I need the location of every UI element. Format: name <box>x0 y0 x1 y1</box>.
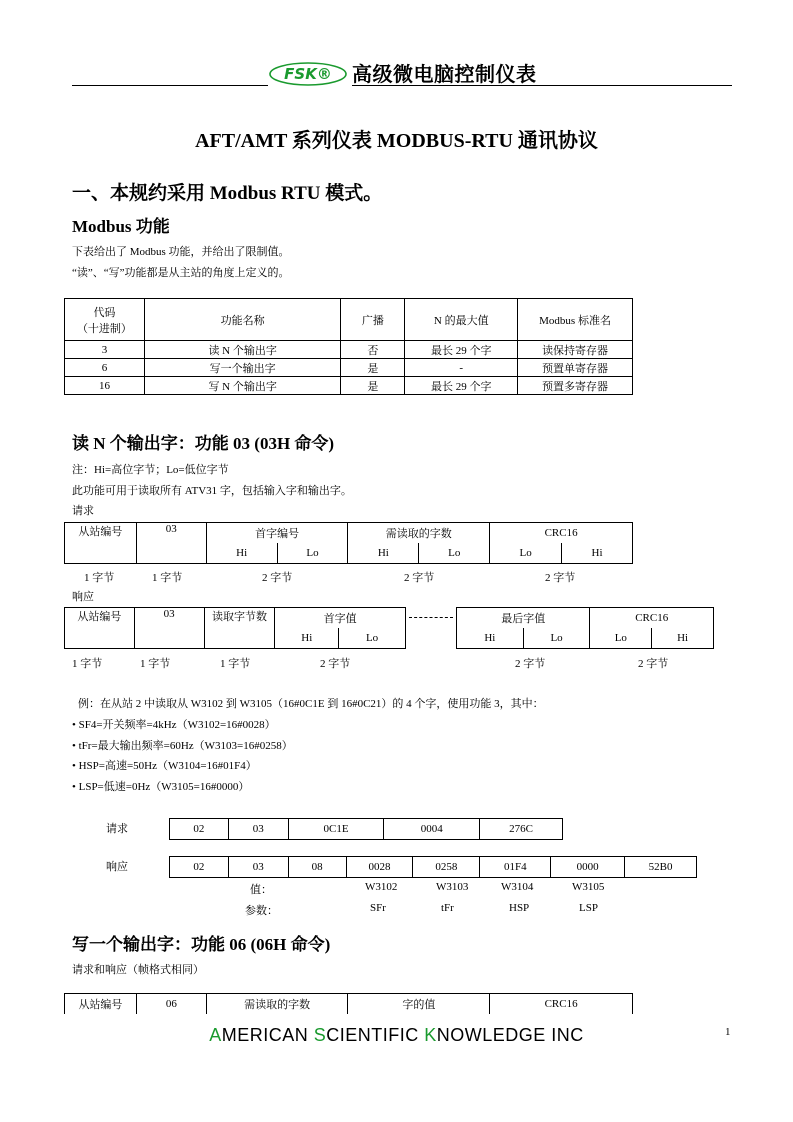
table-header-row <box>65 299 633 341</box>
table-cell: 16 <box>65 377 145 395</box>
frame-sub-hi: Hi <box>652 628 714 649</box>
fsk-logo <box>268 60 350 88</box>
frame-sub-lo: Lo <box>339 628 406 649</box>
table-cell: 是 <box>341 377 405 395</box>
param-label: 参数： <box>245 905 278 917</box>
param-cell: HSP <box>509 902 530 914</box>
table-cell: 写 N 个输出字 <box>144 377 341 395</box>
frame-sub-lo: Lo <box>490 543 562 564</box>
example-byte: 0028 <box>346 857 413 878</box>
byte-count: 2 字节 <box>515 658 546 670</box>
value-label: 值： <box>250 884 272 896</box>
example-response-frame <box>169 856 697 878</box>
table-cell: 3 <box>65 341 145 359</box>
frame-cell-last-value: 最后字值 <box>457 608 590 629</box>
frame-cell-function: 06 <box>136 994 206 1015</box>
frame-cell-byte-count: 读取字节数 <box>204 608 275 649</box>
byte-count: 1 字节 <box>140 658 171 670</box>
section2-note: 注：Hi=高位字节；Lo=低位字节 <box>72 464 229 476</box>
param-cell: tFr <box>441 902 454 914</box>
example-byte: 276C <box>480 819 563 840</box>
section1-heading: 一、本规约采用 Modbus RTU 模式。 <box>72 183 383 204</box>
param-cell: SFr <box>370 902 386 914</box>
frame-cell-slave: 从站编号 <box>65 608 135 649</box>
example-byte: 0258 <box>413 857 480 878</box>
frame-sub-hi: Hi <box>562 543 633 564</box>
response-frame-end <box>456 607 714 649</box>
frame-sub-lo: Lo <box>523 628 590 649</box>
example-byte: 0C1E <box>288 819 384 840</box>
example-response-label: 响应 <box>106 861 128 873</box>
frame-sub-lo: Lo <box>277 543 348 564</box>
section3-description: 请求和响应（帧格式相同） <box>72 964 204 976</box>
frame-sub-lo: Lo <box>419 543 490 564</box>
frame-cell-first-word: 首字编号 <box>206 523 348 544</box>
example-byte: 02 <box>170 819 229 840</box>
frame-continuation-dashes <box>409 617 453 618</box>
frame-cell-word-count: 需读取的字数 <box>348 523 490 544</box>
example-request-label: 请求 <box>106 823 128 835</box>
example-bullet: • tFr=最大输出频率=60Hz（W3103=16#0258） <box>72 740 293 752</box>
table-cell: 读 N 个输出字 <box>144 341 341 359</box>
table-row <box>65 359 633 377</box>
frame-cell-first-value: 首字值 <box>275 608 406 629</box>
frame-sub-hi: Hi <box>206 543 277 564</box>
frame-cell-function: 03 <box>136 523 206 564</box>
example-bullet: • SF4=开关频率=4kHz（W3102=16#0028） <box>72 719 276 731</box>
document-title: AFT/AMT 系列仪表 MODBUS-RTU 通讯协议 <box>195 130 598 152</box>
header-function-name: 功能名称 <box>144 299 341 341</box>
frame-sub-lo: Lo <box>590 628 652 649</box>
logo-text: FSK® <box>284 65 332 83</box>
frame-cell-crc: CRC16 <box>490 523 633 544</box>
table-cell: - <box>405 359 518 377</box>
table-cell: 否 <box>341 341 405 359</box>
page-number: 1 <box>725 1026 731 1038</box>
example-byte: 0004 <box>384 819 480 840</box>
section1-subheading: Modbus 功能 <box>72 217 170 236</box>
frame-cell-function: 03 <box>134 608 204 649</box>
section3-heading: 写一个输出字：功能 06 (06H 命令) <box>72 935 331 954</box>
table-cell: 写一个输出字 <box>144 359 341 377</box>
example-byte: 03 <box>228 819 288 840</box>
table-row <box>65 341 633 359</box>
byte-count: 2 字节 <box>404 572 435 584</box>
example-byte: 03 <box>228 857 288 878</box>
byte-count: 2 字节 <box>320 658 351 670</box>
byte-count: 1 字节 <box>84 572 115 584</box>
footer-company: AMERICAN SCIENTIFIC KNOWLEDGE INC <box>209 1025 584 1045</box>
response-frame-start <box>64 607 406 649</box>
frame-cell-slave: 从站编号 <box>65 523 137 564</box>
section2-heading: 读 N 个输出字：功能 03 (03H 命令) <box>72 434 335 453</box>
write-frame <box>64 993 633 1014</box>
table-cell: 是 <box>341 359 405 377</box>
frame-sub-hi: Hi <box>275 628 339 649</box>
frame-cell-crc: CRC16 <box>590 608 714 629</box>
frame-sub-hi: Hi <box>348 543 419 564</box>
frame-cell-word-value: 字的值 <box>348 994 490 1015</box>
example-byte: 02 <box>170 857 229 878</box>
byte-count: 1 字节 <box>152 572 183 584</box>
function-table <box>64 298 633 395</box>
example-bullet: • LSP=低速=0Hz（W3105=16#0000） <box>72 781 250 793</box>
table-cell: 预置多寄存器 <box>518 377 633 395</box>
example-byte: 0000 <box>551 857 625 878</box>
frame-cell-word-count: 需读取的字数 <box>206 994 348 1015</box>
example-request-frame <box>169 818 563 840</box>
table-row <box>65 377 633 395</box>
response-label: 响应 <box>72 591 94 603</box>
table-cell: 最长 29 个字 <box>405 377 518 395</box>
header-n-max: N 的最大值 <box>405 299 518 341</box>
value-cell: W3102 <box>365 881 398 893</box>
example-byte: 08 <box>288 857 346 878</box>
section1-paragraph-2: “读”、“写”功能都是从主站的角度上定义的。 <box>72 267 290 279</box>
table-cell: 预置单寄存器 <box>518 359 633 377</box>
table-cell: 6 <box>65 359 145 377</box>
example-intro: 例：在从站 2 中读取从 W3102 到 W3105（16#0C1E 到 16#0C21）的 4 个字，使用功能 3，其中： <box>78 698 544 710</box>
byte-count: 1 字节 <box>72 658 103 670</box>
frame-cell-slave: 从站编号 <box>65 994 137 1015</box>
table-cell: 读保持寄存器 <box>518 341 633 359</box>
value-cell: W3105 <box>572 881 605 893</box>
header-broadcast: 广播 <box>341 299 405 341</box>
header-code: 代码 （十进制） <box>65 299 145 341</box>
brand-title: 高级微电脑控制仪表 <box>352 62 537 86</box>
table-cell: 最长 29 个字 <box>405 341 518 359</box>
request-frame <box>64 522 633 564</box>
value-cell: W3103 <box>436 881 469 893</box>
section2-description: 此功能可用于读取所有 ATV31 字，包括输入字和输出字。 <box>72 485 352 497</box>
example-byte: 52B0 <box>625 857 697 878</box>
example-byte: 01F4 <box>480 857 551 878</box>
byte-count: 1 字节 <box>220 658 251 670</box>
byte-count: 2 字节 <box>545 572 576 584</box>
section1-paragraph-1: 下表给出了 Modbus 功能，并给出了限制值。 <box>72 246 290 258</box>
frame-cell-crc: CRC16 <box>490 994 633 1015</box>
byte-count: 2 字节 <box>262 572 293 584</box>
byte-count: 2 字节 <box>638 658 669 670</box>
value-cell: W3104 <box>501 881 534 893</box>
param-cell: LSP <box>579 902 598 914</box>
header-rule-left <box>72 85 268 86</box>
header-modbus-name: Modbus 标准名 <box>518 299 633 341</box>
frame-sub-hi: Hi <box>457 628 524 649</box>
request-label: 请求 <box>72 505 94 517</box>
example-bullet: • HSP=高速=50Hz（W3104=16#01F4） <box>72 760 257 772</box>
